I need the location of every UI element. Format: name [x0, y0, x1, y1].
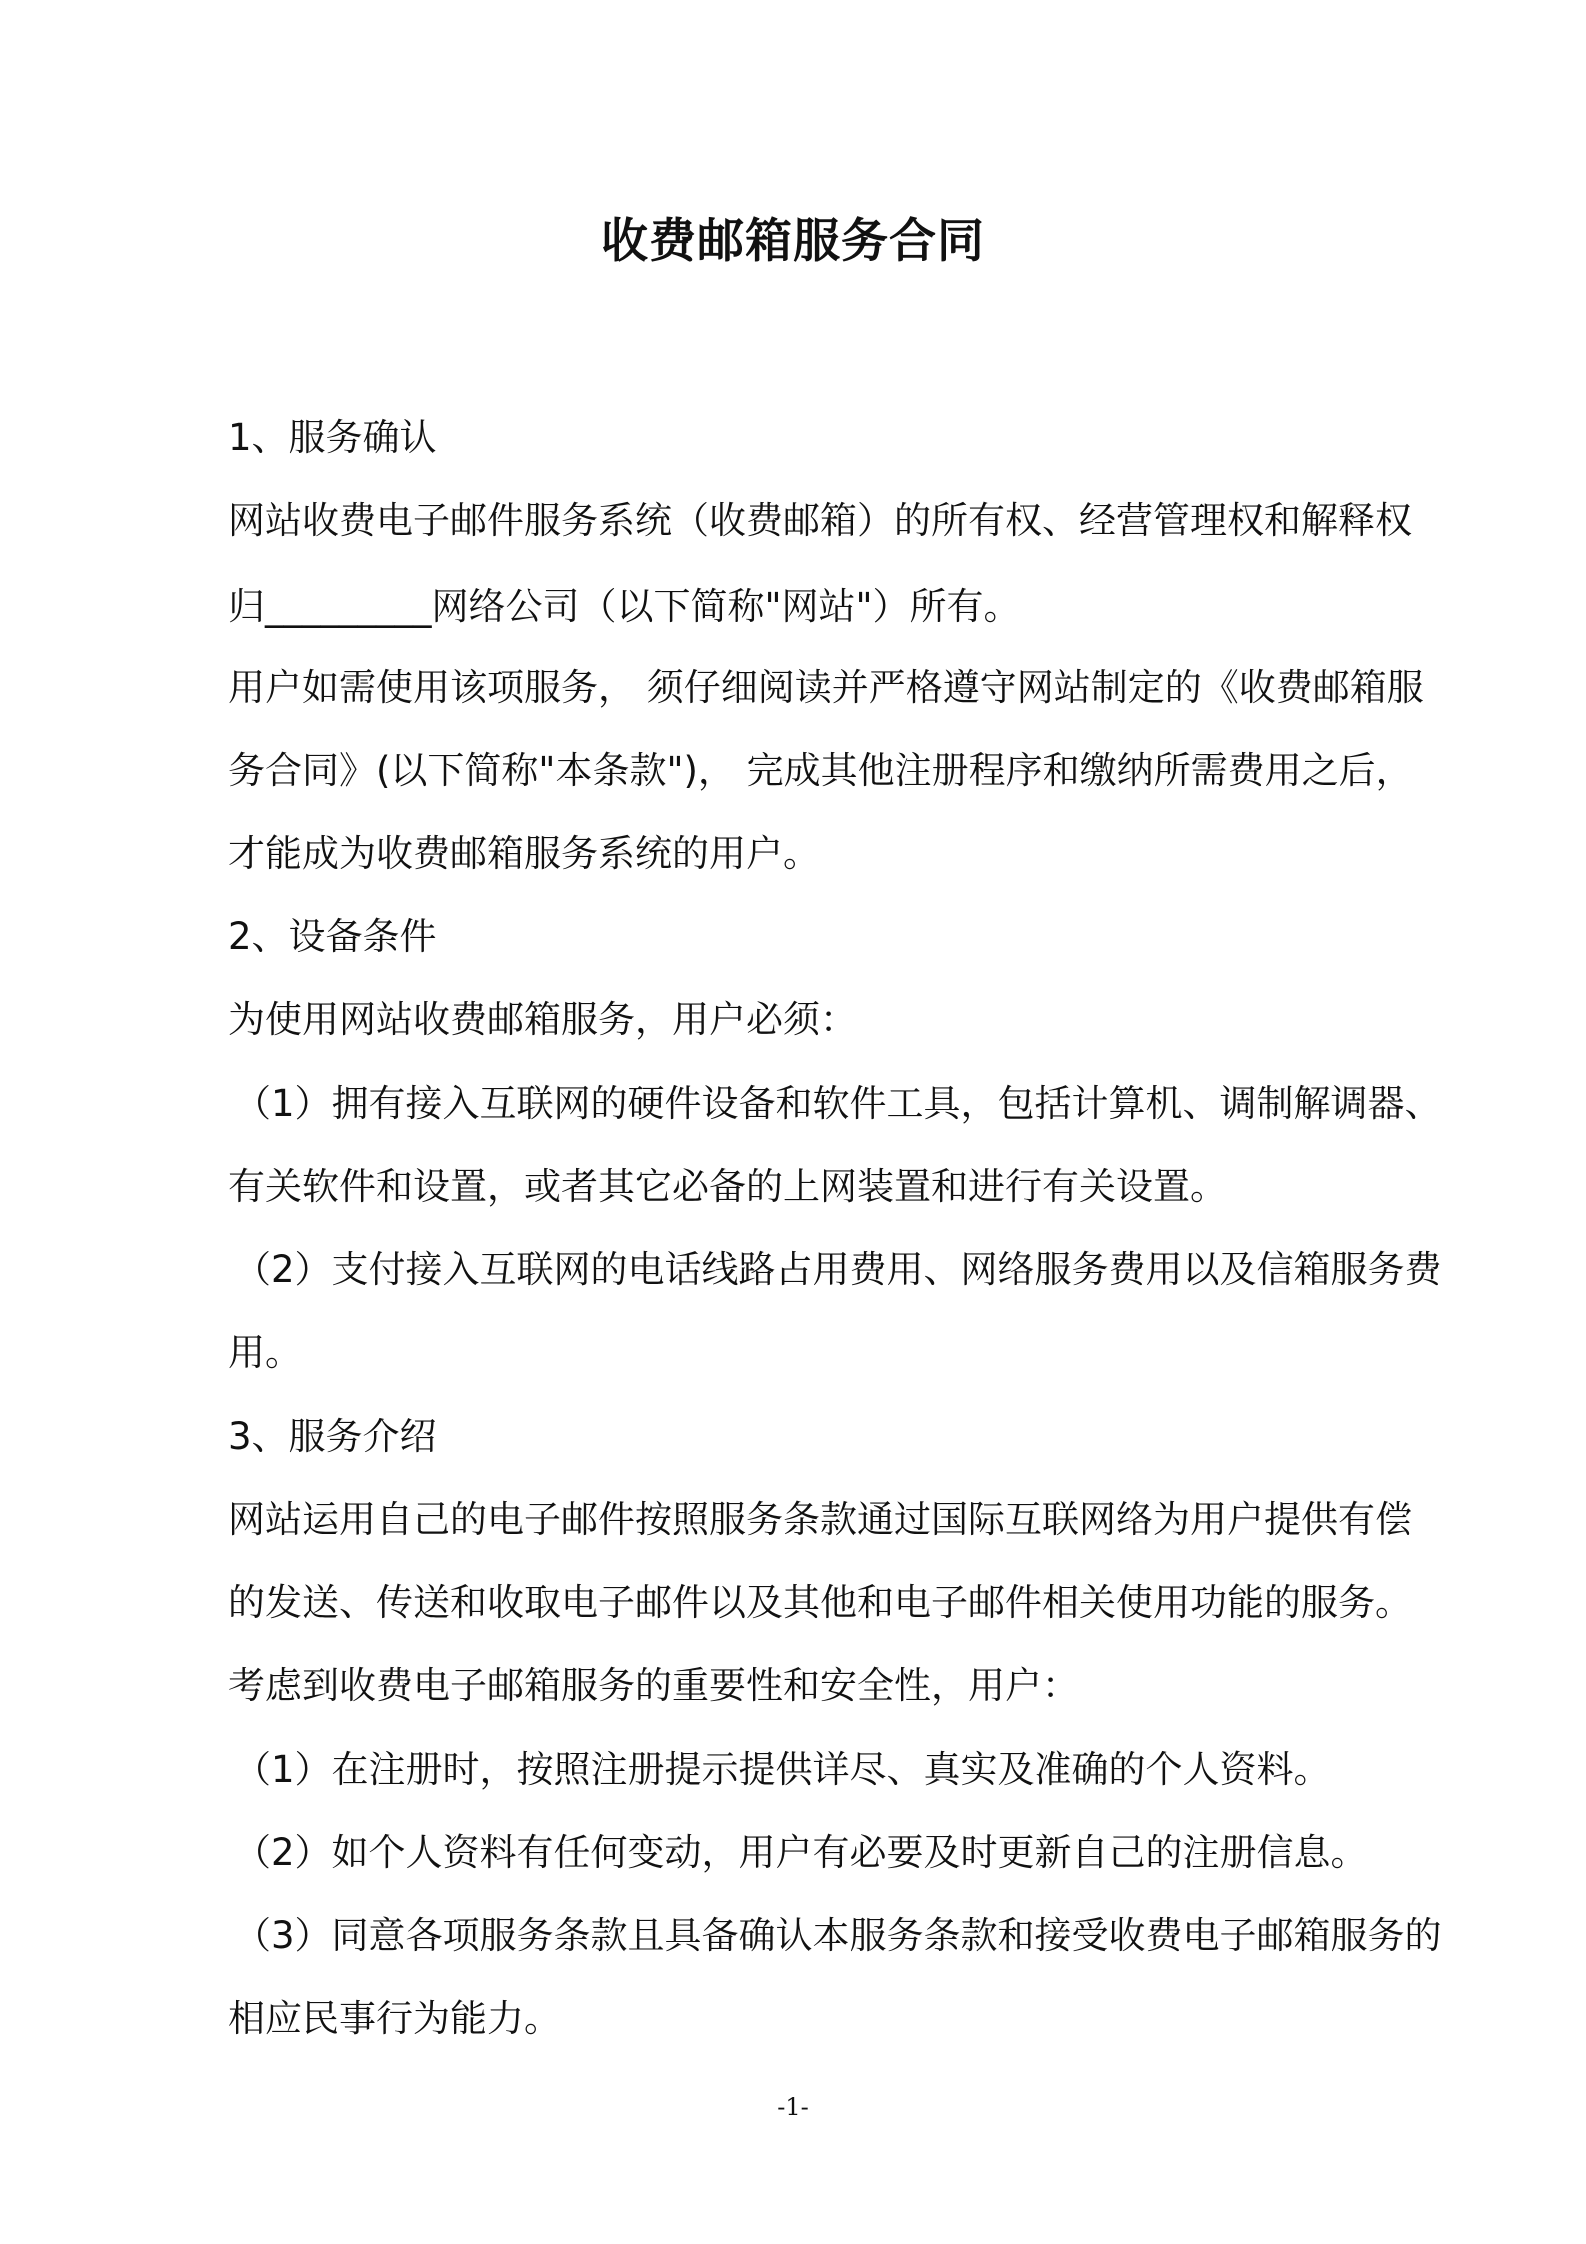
paragraph-line: 归_________网络公司（以下简称"网站"）所有。	[228, 585, 1021, 628]
paragraph-line: 为使用网站收费邮箱服务，用户必须：	[228, 998, 857, 1041]
section-heading-service-intro: 3、服务介绍	[228, 1415, 437, 1458]
paragraph-line: 考虑到收费电子邮箱服务的重要性和安全性，用户：	[228, 1664, 1079, 1707]
section-heading-equipment: 2、设备条件	[228, 915, 437, 958]
section-heading-service-confirmation: 1、服务确认	[228, 416, 437, 459]
list-item: （3）同意各项服务条款且具备确认本服务条款和接受收费电子邮箱服务的	[234, 1914, 1442, 1957]
list-item: （1）在注册时，按照注册提示提供详尽、真实及准确的个人资料。	[234, 1748, 1331, 1791]
paragraph-line: 网站收费电子邮件服务系统（收费邮箱）的所有权、经营管理权和解释权	[228, 499, 1412, 542]
document-title: 收费邮箱服务合同	[601, 214, 985, 269]
paragraph-line: 有关软件和设置，或者其它必备的上网装置和进行有关设置。	[228, 1165, 1227, 1208]
page-number: -1-	[777, 2093, 809, 2121]
paragraph-line: 的发送、传送和收取电子邮件以及其他和电子邮件相关使用功能的服务。	[228, 1581, 1412, 1624]
list-item: （2）如个人资料有任何变动，用户有必要及时更新自己的注册信息。	[234, 1831, 1368, 1874]
paragraph-line: 务合同》(以下简称"本条款")， 完成其他注册程序和缴纳所需费用之后，	[228, 749, 1413, 792]
paragraph-line: 用。	[228, 1331, 302, 1374]
paragraph-line: 才能成为收费邮箱服务系统的用户。	[228, 832, 820, 875]
paragraph-line: 网站运用自己的电子邮件按照服务条款通过国际互联网络为用户提供有偿	[228, 1498, 1412, 1541]
paragraph-line: 相应民事行为能力。	[228, 1997, 561, 2040]
list-item: （2）支付接入互联网的电话线路占用费用、网络服务费用以及信箱服务费	[234, 1248, 1442, 1291]
paragraph-line: 用户如需使用该项服务， 须仔细阅读并严格遵守网站制定的《收费邮箱服	[228, 666, 1424, 709]
list-item: （1）拥有接入互联网的硬件设备和软件工具，包括计算机、调制解调器、	[234, 1082, 1442, 1125]
